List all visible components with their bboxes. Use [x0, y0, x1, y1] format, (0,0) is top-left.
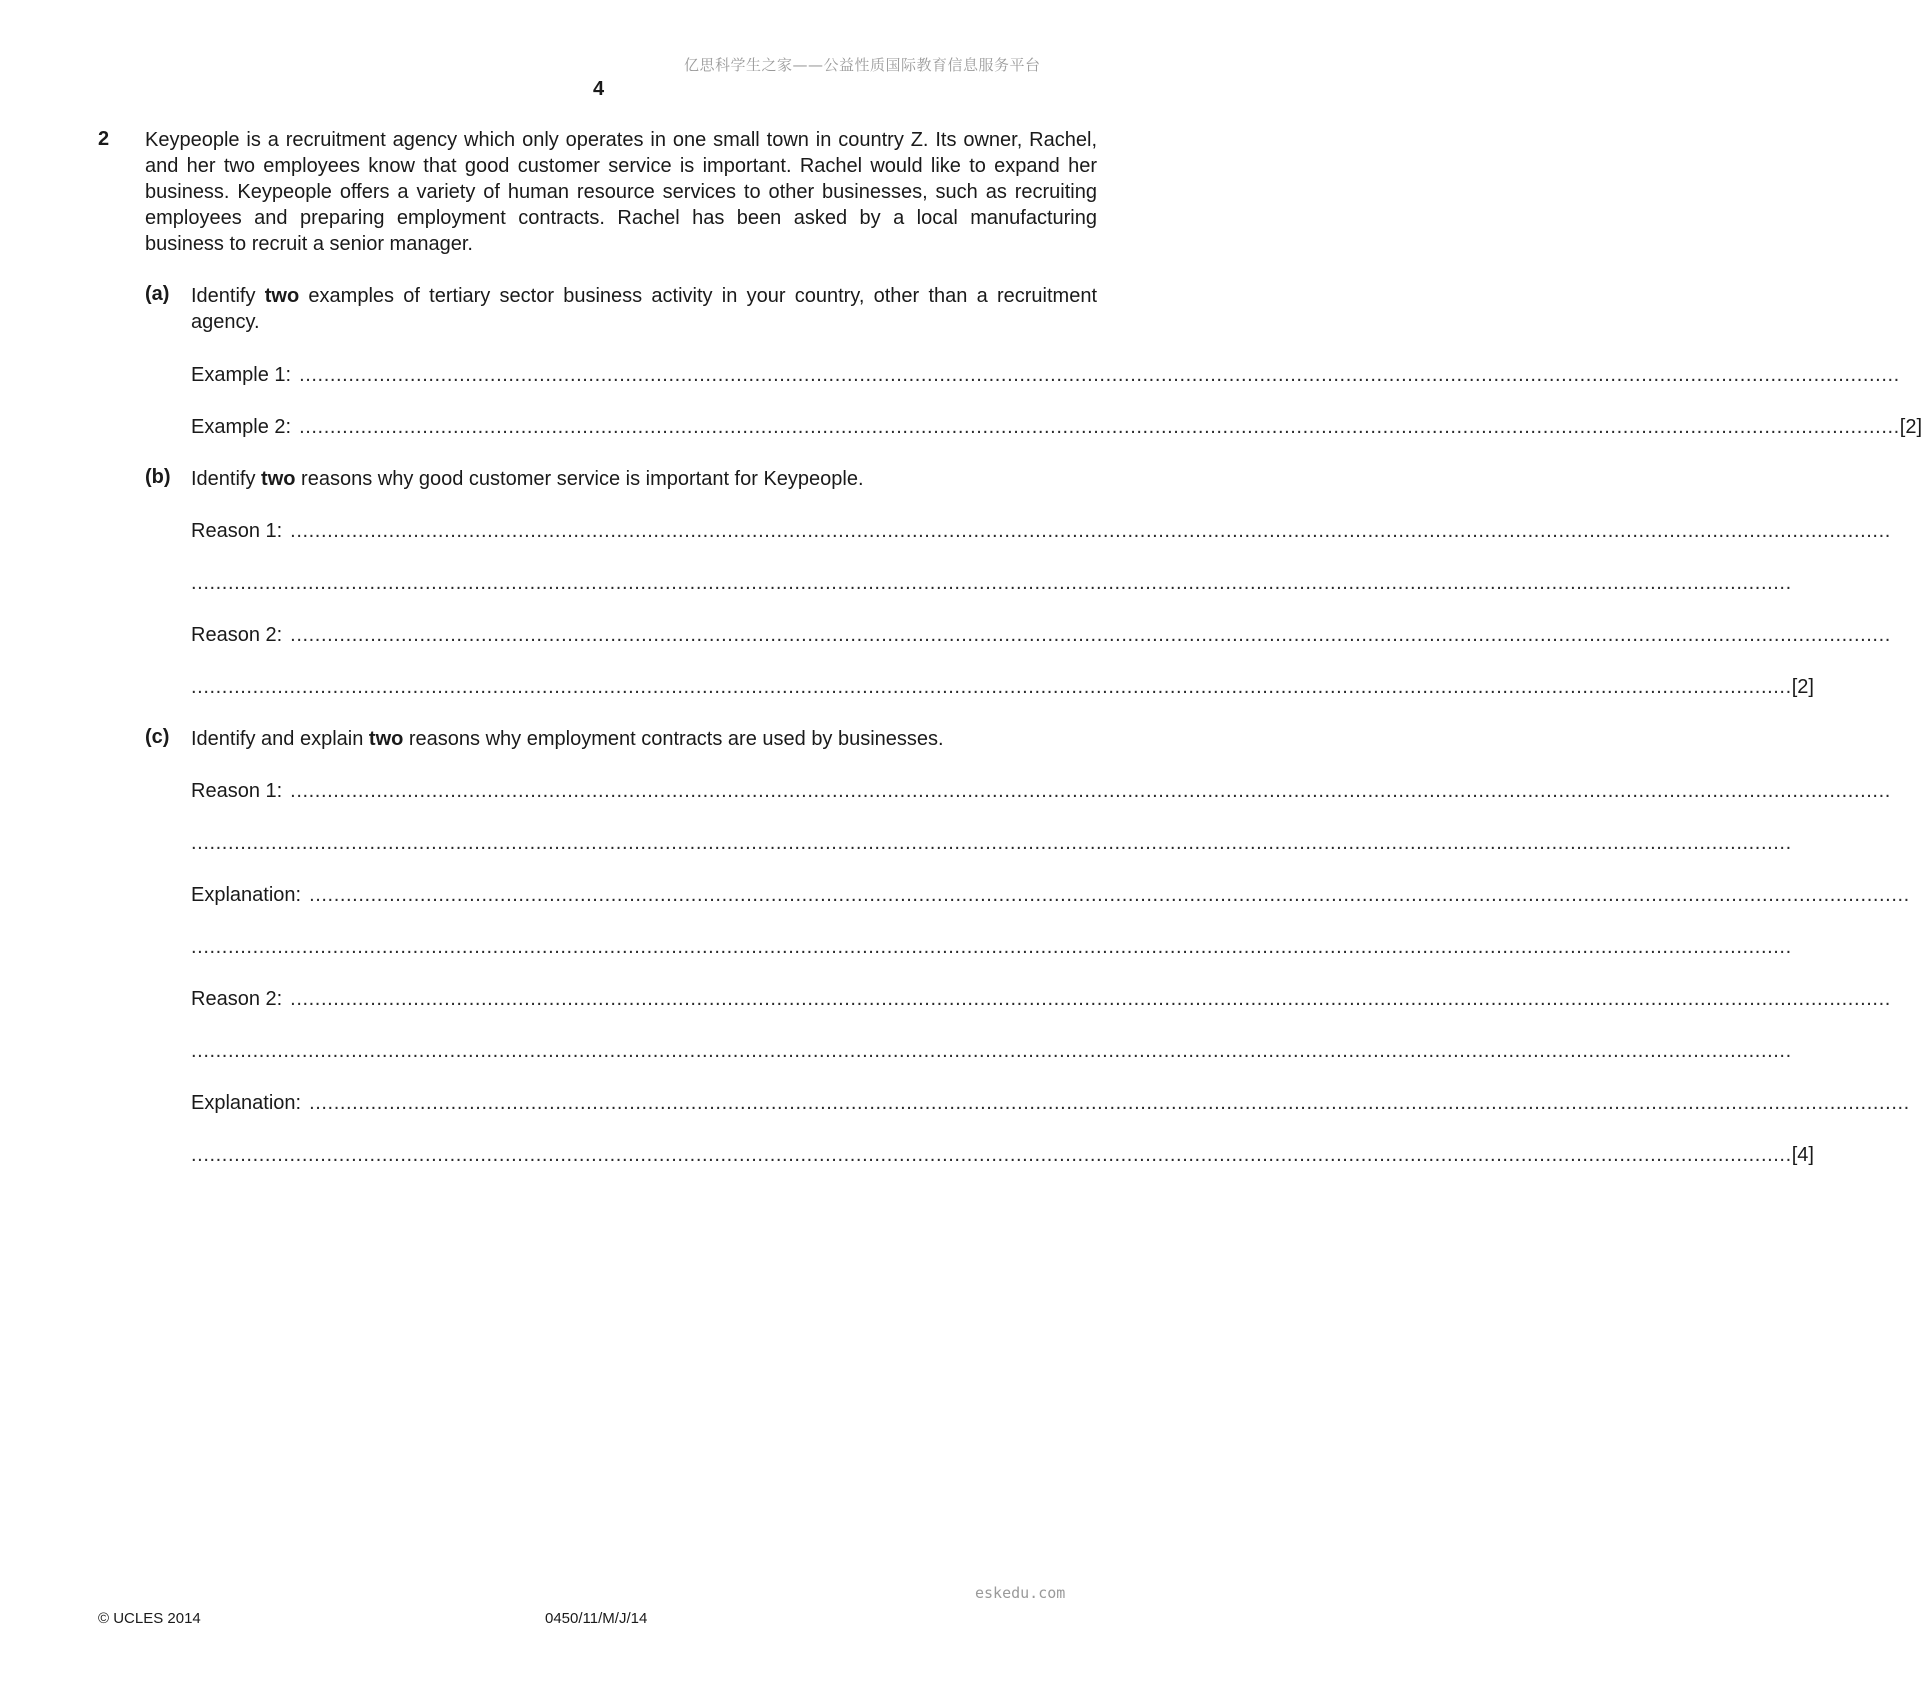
answer-line-c-3[interactable]	[191, 882, 1910, 908]
dotted-line: ....................................................................................................................................................................................................................................................................	[309, 884, 1910, 906]
dotted-line: ....................................................................................................................................................................................................................................................................	[290, 624, 1891, 646]
copyright: © UCLES 2014	[98, 1610, 201, 1627]
answer-label: Reason 1:	[191, 780, 283, 802]
part-a-text-before: Identify	[191, 285, 265, 307]
dotted-line: ....................................................................................................................................................................................................................................................................	[191, 676, 1792, 698]
answer-line-b-3[interactable]	[191, 622, 1891, 648]
part-a-text-after: examples of tertiary sector business activity in your country, other than a recruitment agency.	[191, 285, 1098, 333]
part-b-text-after: reasons why good customer service is important for Keypeople.	[295, 468, 864, 490]
part-c-bold: two	[368, 728, 404, 750]
paper-code: 0450/11/M/J/14	[545, 1610, 648, 1627]
part-c-label: (c)	[145, 726, 170, 748]
answer-label: Explanation:	[191, 1092, 302, 1114]
watermark-header: 亿思科学生之家——公益性质国际教育信息服务平台	[684, 56, 1041, 74]
dotted-line: ....................................................................................................................................................................................................................................................................	[191, 832, 1792, 854]
answer-line-c-1[interactable]	[191, 778, 1891, 804]
part-c-text-after: reasons why employment contracts are used by businesses.	[403, 728, 944, 750]
part-b-bold: two	[261, 468, 296, 490]
dotted-line: ....................................................................................................................................................................................................................................................................	[191, 1144, 1792, 1166]
part-b-text	[191, 466, 1097, 492]
marks-c: [4]	[1791, 1144, 1814, 1166]
dotted-line: ....................................................................................................................................................................................................................................................................	[290, 520, 1891, 542]
answer-label: Example 1:	[191, 364, 292, 386]
answer-line-c-7[interactable]	[191, 1090, 1910, 1116]
marks-b: [2]	[1791, 676, 1814, 698]
answer-label: Example 2:	[191, 416, 292, 438]
marks-a: [2]	[1899, 416, 1922, 438]
part-c-text	[191, 726, 1097, 752]
answer-line-c-5[interactable]	[191, 986, 1891, 1012]
dotted-line: ....................................................................................................................................................................................................................................................................	[290, 988, 1891, 1010]
answer-line-c-4[interactable]	[191, 934, 1792, 960]
answer-line-a-2[interactable]	[191, 414, 1922, 440]
part-a-label: (a)	[145, 283, 170, 305]
answer-line-b-2[interactable]	[191, 570, 1792, 596]
part-c-text-before: Identify and explain	[191, 728, 369, 750]
dotted-line: ....................................................................................................................................................................................................................................................................	[191, 1040, 1792, 1062]
part-a-bold: two	[264, 285, 300, 307]
answer-line-c-6[interactable]	[191, 1038, 1792, 1064]
dotted-line: ....................................................................................................................................................................................................................................................................	[299, 364, 1900, 386]
part-a-text	[191, 283, 1097, 335]
dotted-line: ....................................................................................................................................................................................................................................................................	[191, 572, 1792, 594]
dotted-line: ....................................................................................................................................................................................................................................................................	[309, 1092, 1910, 1114]
dotted-line: ....................................................................................................................................................................................................................................................................	[191, 936, 1792, 958]
answer-line-c-2[interactable]	[191, 830, 1792, 856]
page-number: 4	[593, 78, 605, 100]
answer-label: Reason 1:	[191, 520, 283, 542]
part-b-label: (b)	[145, 466, 171, 488]
answer-line-a-1[interactable]	[191, 362, 1900, 388]
answer-line-b-4[interactable]	[191, 674, 1814, 700]
question-number: 2	[98, 128, 110, 150]
part-b-text-before: Identify	[191, 468, 262, 490]
dotted-line: ....................................................................................................................................................................................................................................................................	[290, 780, 1891, 802]
answer-line-b-1[interactable]	[191, 518, 1891, 544]
answer-label: Explanation:	[191, 884, 302, 906]
answer-label: Reason 2:	[191, 624, 283, 646]
answer-line-c-8[interactable]	[191, 1142, 1814, 1168]
answer-label: Reason 2:	[191, 988, 283, 1010]
dotted-line: ....................................................................................................................................................................................................................................................................	[299, 416, 1900, 438]
watermark-footer: eskedu.com	[975, 1584, 1066, 1602]
question-stem: Keypeople is a recruitment agency which only operates in one small town in country Z. Its owner, Rachel, and her two employees know that good customer service is important. Rachel would like to expand her business. Keypeople offers a variety of human resource services to other businesses, such as recruiting employees and preparing employment contracts. Rachel has been asked by a local manufacturing business to recruit a senior manager.	[145, 129, 1097, 255]
